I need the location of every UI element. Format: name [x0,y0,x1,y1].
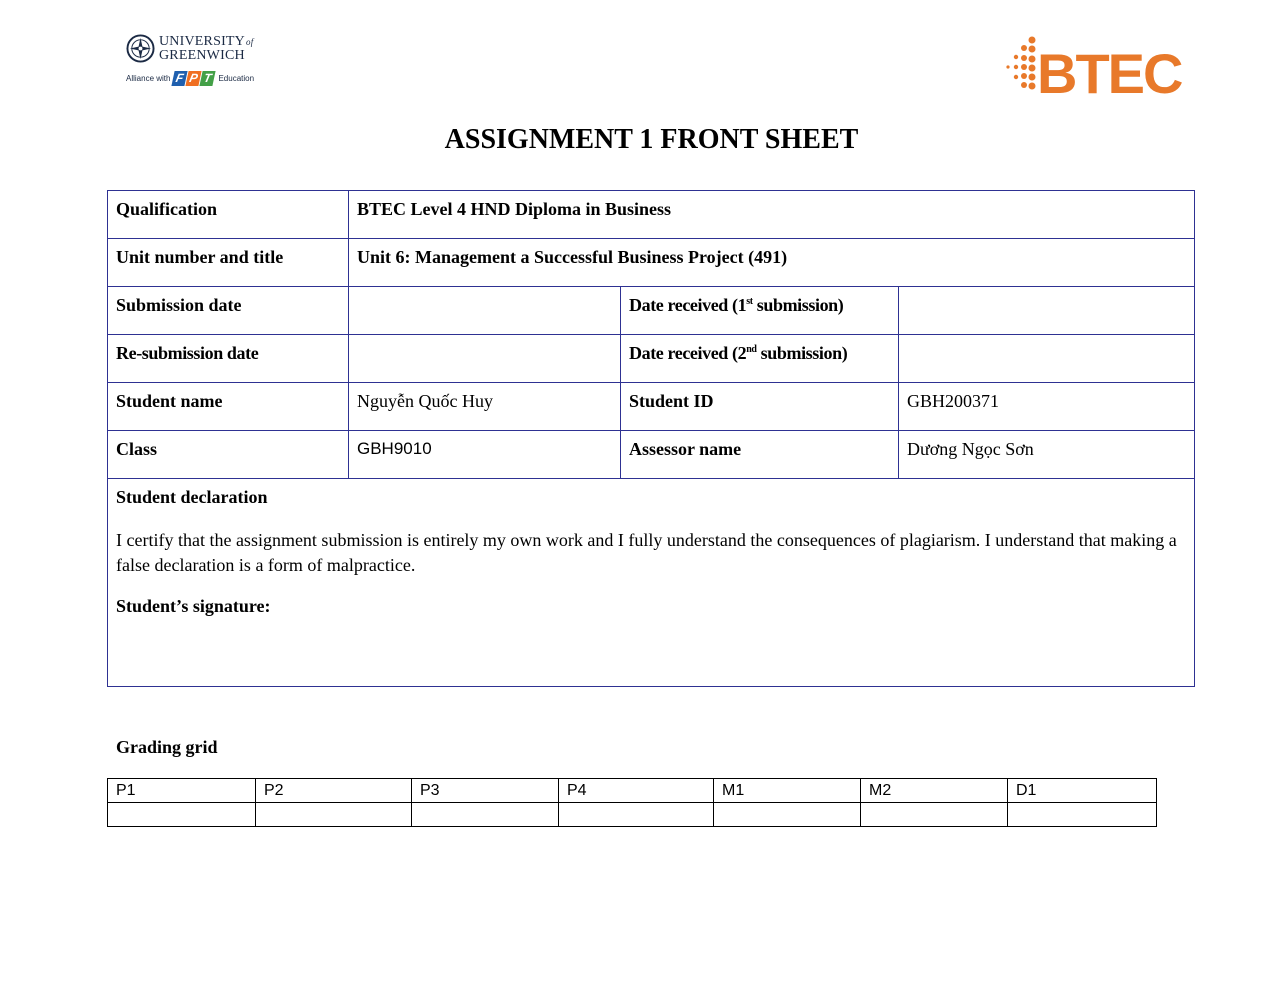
grading-grid-title: Grading grid [116,737,218,757]
grade-cell-p4[interactable] [559,803,714,827]
fpt-letter-p: P [186,71,202,86]
page-title: ASSIGNMENT 1 FRONT SHEET [444,124,859,155]
grade-header-m2: M2 [861,779,1008,803]
alliance-line [126,71,266,86]
resubmission-date-value[interactable] [349,335,621,383]
table-row [108,383,1195,431]
education-text: Education [218,74,255,83]
grade-header-p4: P4 [559,779,714,803]
university-seal-icon [126,34,155,63]
submission-date-label: Submission date [108,287,349,335]
student-id-value[interactable]: GBH200371 [899,383,1195,431]
declaration-title: Student declaration [116,487,268,507]
date-received-2-value[interactable] [899,335,1195,383]
university-name: UNIVERSITYof GREENWICH [159,34,254,63]
student-declaration [108,479,1195,687]
table-row [108,479,1195,687]
unit-label: Unit number and title [108,239,349,287]
grade-header-p2: P2 [256,779,412,803]
class-label: Class [108,431,349,479]
assessor-value[interactable]: Dương Ngọc Sơn [899,431,1195,479]
class-value[interactable]: GBH9010 [349,431,621,479]
btec-logo-text: BTEC [1037,42,1182,97]
front-sheet-table [107,190,1195,687]
table-row [108,779,1157,803]
grading-grid-table [107,778,1157,827]
date-received-1-label: Date received (1st submission) [621,287,899,335]
table-row [108,191,1195,239]
submission-date-value[interactable] [349,287,621,335]
grade-header-p1: P1 [108,779,256,803]
fpt-logo [173,71,215,86]
student-name-label: Student name [108,383,349,431]
grade-cell-p1[interactable] [108,803,256,827]
grade-header-p3: P3 [412,779,559,803]
grade-cell-m1[interactable] [714,803,861,827]
resubmission-date-label: Re-submission date [108,335,349,383]
fpt-letter-f: F [172,71,188,86]
signature-label: Student’s signature: [116,596,271,616]
fpt-letter-t: T [200,71,216,86]
grade-header-d1: D1 [1008,779,1157,803]
grade-cell-d1[interactable] [1008,803,1157,827]
table-row [108,287,1195,335]
table-row [108,335,1195,383]
grade-header-m1: M1 [714,779,861,803]
qualification-label: Qualification [108,191,349,239]
btec-dots-icon [1006,37,1035,90]
qualification-value: BTEC Level 4 HND Diploma in Business [349,191,1195,239]
grade-cell-p2[interactable] [256,803,412,827]
university-logo [126,34,266,100]
alliance-text: Alliance with [126,74,171,83]
btec-logo [1000,35,1195,97]
date-received-2-label: Date received (2nd submission) [621,335,899,383]
grade-cell-p3[interactable] [412,803,559,827]
date-received-1-value[interactable] [899,287,1195,335]
student-id-label: Student ID [621,383,899,431]
unit-value: Unit 6: Management a Successful Business Project (491) [349,239,1195,287]
student-name-value[interactable]: Nguyễn Quốc Huy [349,383,621,431]
table-row [108,803,1157,827]
grade-cell-m2[interactable] [861,803,1008,827]
table-row [108,431,1195,479]
assessor-label: Assessor name [621,431,899,479]
declaration-text: I certify that the assignment submission is entirely my own work and I fully understand the consequences of plagiarism. I understand that making a false declaration is a form of malpractice. [116,530,1177,575]
table-row [108,239,1195,287]
